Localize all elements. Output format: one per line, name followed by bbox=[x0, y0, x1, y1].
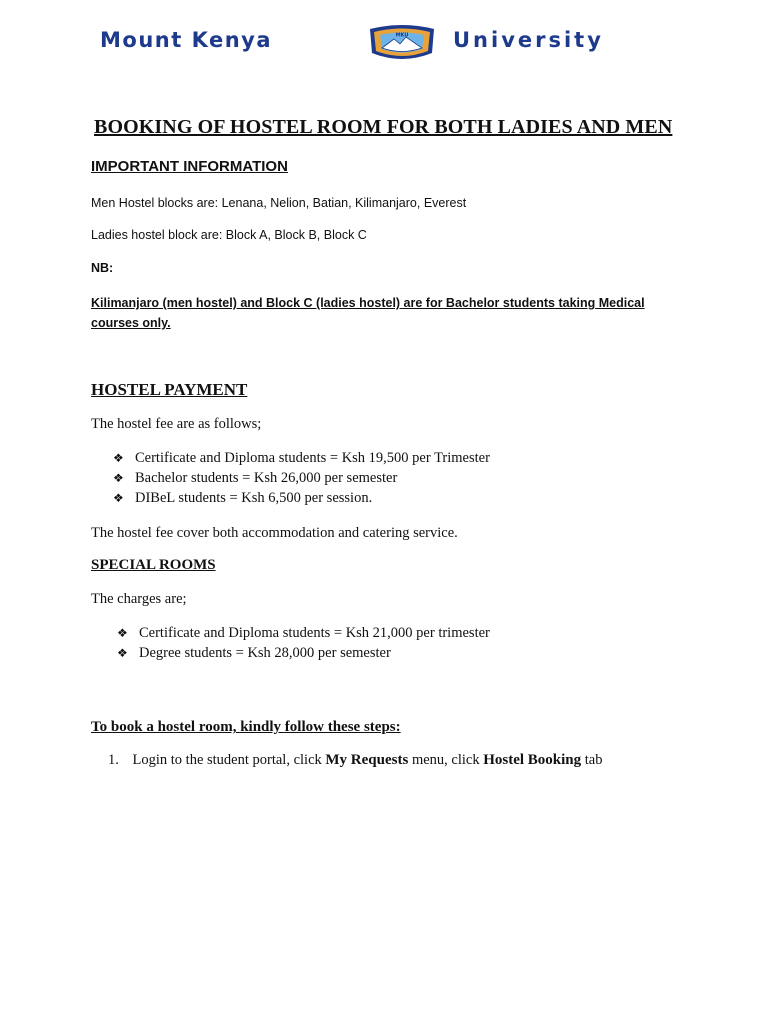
step-list-item bbox=[108, 752, 603, 769]
step-text: tab bbox=[581, 752, 603, 768]
step-text: Login to the student portal, click bbox=[132, 752, 326, 768]
diamond-bullet-icon: ❖ bbox=[113, 471, 124, 485]
list-item-text: Degree students = Ksh 28,000 per semester bbox=[139, 645, 391, 661]
special-rooms-intro: The charges are; bbox=[91, 591, 187, 607]
hostel-fee-intro: The hostel fee are as follows; bbox=[91, 416, 262, 432]
hostel-payment-heading: HOSTEL PAYMENT bbox=[91, 380, 248, 399]
list-item-text: Certificate and Diploma students = Ksh 21,000 per trimester bbox=[139, 625, 490, 641]
step-text: menu, click bbox=[408, 752, 484, 768]
list-item-text: Bachelor students = Ksh 26,000 per semester bbox=[135, 470, 398, 486]
my-requests-label: My Requests bbox=[325, 752, 409, 768]
diamond-bullet-icon: ❖ bbox=[117, 626, 128, 640]
step-number: 1. bbox=[108, 752, 119, 768]
booking-steps-heading: To book a hostel room, kindly follow these steps: bbox=[91, 719, 401, 735]
diamond-bullet-icon: ❖ bbox=[113, 491, 124, 505]
hostel-fee-note: The hostel fee cover both accommodation and catering service. bbox=[91, 525, 458, 541]
crest-text: MKU bbox=[395, 32, 409, 39]
nb-note: Kilimanjaro (men hostel) and Block C (ladies hostel) are for Bachelor students taking Medical courses only. bbox=[91, 296, 645, 330]
men-hostel-blocks: Men Hostel blocks are: Lenana, Nelion, Batian, Kilimanjaro, Everest bbox=[91, 196, 467, 210]
brand-name-right: University bbox=[453, 28, 604, 52]
important-information-heading: IMPORTANT INFORMATION bbox=[91, 158, 288, 175]
university-crest-logo bbox=[366, 23, 438, 63]
ladies-hostel-blocks: Ladies hostel block are: Block A, Block B, Block C bbox=[91, 228, 367, 242]
list-item-text: DIBeL students = Ksh 6,500 per session. bbox=[135, 490, 373, 506]
hostel-booking-label: Hostel Booking bbox=[483, 752, 582, 768]
page-title: BOOKING OF HOSTEL ROOM FOR BOTH LADIES AND MEN bbox=[94, 116, 673, 138]
special-rooms-heading: SPECIAL ROOMS bbox=[91, 557, 216, 573]
nb-label: NB: bbox=[91, 261, 114, 275]
brand-name-left: Mount Kenya bbox=[100, 28, 273, 52]
diamond-bullet-icon: ❖ bbox=[113, 451, 124, 465]
diamond-bullet-icon: ❖ bbox=[117, 646, 128, 660]
list-item-text: Certificate and Diploma students = Ksh 19,500 per Trimester bbox=[135, 450, 490, 466]
